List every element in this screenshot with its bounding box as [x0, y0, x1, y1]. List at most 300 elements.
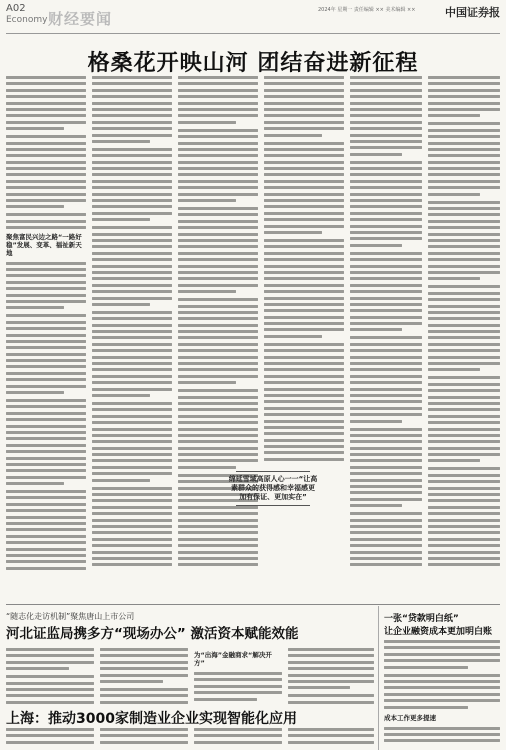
text-line — [6, 268, 86, 271]
text-line — [350, 434, 422, 437]
text-line — [6, 522, 86, 525]
text-line — [178, 245, 258, 248]
text-line — [350, 453, 422, 456]
section-label: 财经要闻 — [48, 10, 113, 28]
text-line — [428, 349, 500, 352]
text-line — [6, 741, 94, 744]
text-line — [92, 525, 172, 528]
text-line — [264, 432, 344, 435]
text-line — [428, 459, 480, 462]
text-line — [92, 218, 150, 221]
text-line — [92, 519, 172, 522]
text-line — [6, 173, 86, 176]
text-line — [92, 317, 172, 320]
text-line — [428, 487, 500, 490]
text-line — [6, 476, 86, 479]
text-line — [428, 447, 500, 450]
text-line — [384, 739, 500, 742]
text-line — [350, 557, 422, 560]
text-line — [428, 376, 500, 379]
text-line — [100, 741, 188, 744]
text-line — [264, 161, 344, 164]
text-line — [6, 391, 64, 394]
text-line — [92, 284, 172, 287]
text-line — [428, 154, 500, 157]
text-line — [92, 89, 172, 92]
article-column-5 — [350, 76, 422, 596]
text-line — [428, 265, 500, 268]
text-line — [264, 148, 344, 151]
text-line — [178, 129, 258, 132]
text-line — [6, 95, 86, 98]
text-line — [264, 225, 344, 228]
text-line — [288, 701, 374, 704]
text-line — [428, 368, 480, 371]
text-line — [6, 148, 86, 151]
text-line — [264, 193, 344, 196]
text-line — [428, 298, 500, 301]
text-line — [264, 451, 344, 454]
text-line — [92, 415, 172, 418]
text-line — [350, 258, 422, 261]
text-line — [428, 538, 500, 541]
text-line — [264, 186, 344, 189]
text-line — [350, 544, 422, 547]
text-line — [92, 402, 172, 405]
text-line — [178, 305, 258, 308]
text-line — [194, 685, 282, 688]
text-line — [92, 167, 172, 170]
text-line — [350, 173, 422, 176]
text-line — [6, 734, 94, 737]
text-line — [178, 114, 258, 117]
text-line — [100, 680, 163, 683]
text-line — [6, 412, 86, 415]
text-line — [264, 445, 344, 448]
side-article-headline: 让企业融资成本更加明白账 — [384, 627, 493, 637]
text-line — [428, 362, 500, 365]
text-line — [178, 239, 258, 242]
text-line — [92, 381, 172, 384]
text-line — [350, 146, 422, 149]
text-line — [92, 108, 172, 111]
text-line — [178, 213, 258, 216]
text-line — [350, 290, 422, 293]
text-line — [264, 142, 344, 145]
text-line — [350, 459, 422, 462]
text-line — [6, 482, 64, 485]
text-line — [92, 459, 172, 462]
text-line — [6, 334, 86, 337]
text-line — [428, 258, 500, 261]
text-line — [92, 544, 172, 547]
page-number: A02 — [6, 3, 26, 14]
text-line — [428, 305, 500, 308]
text-line — [288, 654, 374, 657]
text-line — [428, 330, 500, 333]
section-label-english: Economy — [6, 15, 48, 25]
text-line — [384, 686, 500, 689]
text-line — [178, 317, 258, 320]
text-line — [92, 193, 172, 196]
text-line — [92, 551, 172, 554]
text-line — [6, 161, 86, 164]
text-line — [194, 691, 282, 694]
text-line — [6, 372, 86, 375]
text-line — [92, 336, 172, 339]
text-line — [178, 148, 258, 151]
text-line — [92, 233, 172, 236]
text-line — [350, 121, 422, 124]
text-line — [264, 114, 344, 117]
text-line — [264, 154, 344, 157]
text-line — [264, 362, 344, 365]
text-line — [92, 271, 172, 274]
text-line — [264, 265, 344, 268]
text-line — [6, 554, 86, 557]
text-line — [428, 343, 500, 346]
text-line — [6, 535, 86, 538]
text-line — [6, 226, 86, 229]
text-line — [6, 287, 86, 290]
text-line — [384, 674, 500, 677]
text-line — [264, 375, 344, 378]
text-line — [264, 205, 344, 208]
text-line — [92, 440, 172, 443]
text-line — [384, 706, 468, 709]
text-line — [428, 421, 500, 424]
text-line — [178, 180, 258, 183]
text-line — [178, 142, 258, 145]
text-line — [6, 167, 86, 170]
text-line — [178, 199, 236, 202]
text-line — [350, 563, 422, 566]
text-line — [92, 531, 172, 534]
text-line — [428, 493, 500, 496]
text-line — [178, 362, 258, 365]
text-line — [6, 340, 86, 343]
text-line — [6, 694, 94, 697]
text-line — [6, 180, 86, 183]
text-line — [6, 82, 86, 85]
text-line — [6, 661, 94, 664]
text-line — [6, 314, 86, 317]
text-line — [428, 396, 500, 399]
text-line — [6, 186, 86, 189]
text-line — [6, 306, 64, 309]
text-line — [428, 292, 500, 295]
text-line — [6, 199, 86, 202]
text-line — [6, 399, 86, 402]
text-line — [350, 375, 422, 378]
text-line — [350, 225, 422, 228]
text-line — [428, 428, 500, 431]
text-line — [350, 394, 422, 397]
text-line — [350, 491, 422, 494]
text-line — [350, 108, 422, 111]
text-line — [428, 186, 500, 189]
text-line — [92, 472, 172, 475]
text-line — [264, 76, 344, 79]
text-line — [264, 82, 344, 85]
article-column — [288, 648, 374, 706]
text-line — [178, 349, 258, 352]
text-line — [178, 343, 258, 346]
text-line — [92, 277, 172, 280]
text-line — [428, 226, 500, 229]
text-line — [6, 728, 94, 731]
text-line — [350, 388, 422, 391]
text-line — [6, 76, 86, 79]
text-line — [428, 233, 500, 236]
text-line — [350, 538, 422, 541]
text-line — [6, 127, 64, 130]
text-line — [92, 493, 172, 496]
text-line — [178, 551, 258, 554]
text-line — [350, 328, 402, 331]
text-line — [178, 434, 258, 437]
text-line — [92, 499, 172, 502]
text-line — [350, 336, 422, 339]
text-line — [6, 654, 94, 657]
text-line — [92, 512, 172, 515]
text-line — [178, 102, 258, 105]
text-line — [350, 284, 422, 287]
text-line — [6, 281, 86, 284]
text-line — [178, 271, 258, 274]
side-article-body — [384, 640, 500, 746]
text-line — [92, 76, 172, 79]
text-line — [178, 330, 258, 333]
text-line — [6, 648, 94, 651]
text-line — [6, 496, 86, 499]
text-line — [92, 538, 172, 541]
text-line — [92, 161, 172, 164]
text-line — [428, 415, 500, 418]
text-line — [264, 102, 344, 105]
text-line — [92, 265, 172, 268]
article-column — [288, 728, 374, 750]
text-line — [178, 298, 258, 301]
text-line — [384, 646, 500, 649]
text-line — [350, 167, 422, 170]
text-line — [428, 82, 500, 85]
text-line — [92, 303, 150, 306]
text-line — [350, 297, 422, 300]
text-line — [350, 303, 422, 306]
text-line — [92, 434, 172, 437]
text-line — [178, 447, 258, 450]
text-line — [178, 466, 236, 469]
text-line — [92, 479, 150, 482]
text-line — [178, 161, 258, 164]
text-line — [428, 480, 500, 483]
text-line — [264, 231, 322, 234]
text-line — [6, 353, 86, 356]
text-line — [428, 383, 500, 386]
text-line — [6, 469, 86, 472]
text-line — [428, 114, 480, 117]
text-line — [384, 666, 468, 669]
text-line — [350, 368, 422, 371]
text-line — [178, 193, 258, 196]
text-line — [92, 297, 172, 300]
text-line — [264, 284, 344, 287]
text-line — [178, 324, 258, 327]
text-line — [350, 76, 422, 79]
text-line — [428, 108, 500, 111]
text-line — [428, 499, 500, 502]
text-line — [350, 265, 422, 268]
text-line — [6, 213, 86, 216]
text-line — [92, 324, 172, 327]
text-line — [6, 359, 86, 362]
article-subhead: 聚焦富民兴边之路“一路好稳”发展、变革、福祉新天地 — [6, 232, 82, 257]
text-line — [6, 548, 86, 551]
text-line — [92, 186, 172, 189]
text-line — [264, 458, 344, 461]
text-line — [6, 418, 86, 421]
text-line — [178, 396, 258, 399]
text-line — [92, 239, 172, 242]
text-line — [428, 76, 500, 79]
text-line — [264, 343, 344, 346]
text-line — [6, 667, 69, 670]
text-line — [194, 672, 282, 675]
text-line — [350, 551, 422, 554]
text-line — [350, 362, 422, 365]
text-line — [6, 405, 86, 408]
text-line — [428, 402, 500, 405]
text-line — [288, 680, 374, 683]
text-line — [350, 186, 422, 189]
text-line — [6, 321, 86, 324]
text-line — [350, 277, 422, 280]
text-line — [350, 440, 422, 443]
text-line — [92, 134, 172, 137]
header-divider — [6, 33, 500, 34]
text-line — [6, 701, 94, 704]
text-line — [178, 207, 258, 210]
text-line — [178, 557, 258, 560]
text-line — [288, 728, 374, 731]
text-line — [350, 140, 422, 143]
text-line — [350, 212, 422, 215]
text-line — [264, 309, 344, 312]
text-line — [6, 463, 86, 466]
text-line — [350, 472, 422, 475]
text-line — [264, 356, 344, 359]
article-headline: 河北证监局携多方“现场办公” 激活资本赋能效能 — [6, 626, 299, 642]
text-line — [264, 335, 322, 338]
text-line — [428, 173, 500, 176]
text-line — [6, 114, 86, 117]
text-line — [178, 277, 258, 280]
text-line — [6, 490, 86, 493]
text-line — [92, 506, 172, 509]
text-line — [428, 95, 500, 98]
text-line — [178, 290, 236, 293]
text-line — [264, 239, 344, 242]
text-line — [428, 245, 500, 248]
text-line — [264, 420, 344, 423]
text-line — [384, 640, 500, 643]
text-line — [178, 519, 258, 522]
text-line — [350, 512, 422, 515]
section-divider — [6, 604, 500, 605]
text-line — [350, 82, 422, 85]
text-line — [92, 199, 172, 202]
text-line — [350, 199, 422, 202]
text-line — [178, 544, 258, 547]
text-line — [92, 375, 172, 378]
text-line — [384, 733, 500, 736]
text-line — [264, 218, 344, 221]
text-line — [264, 394, 344, 397]
text-line — [92, 330, 172, 333]
text-line — [6, 154, 86, 157]
text-line — [6, 135, 86, 138]
text-line — [6, 193, 86, 196]
text-line — [6, 220, 86, 223]
article-subhead: 成本工作更多提速 — [384, 713, 436, 722]
text-line — [428, 239, 500, 242]
text-line — [92, 212, 172, 215]
text-line — [178, 389, 258, 392]
text-line — [6, 378, 86, 381]
text-line — [264, 439, 344, 442]
text-line — [92, 343, 172, 346]
text-line — [350, 525, 422, 528]
text-line — [428, 551, 500, 554]
column-divider — [378, 606, 379, 750]
text-line — [6, 385, 86, 388]
text-line — [178, 375, 258, 378]
text-line — [6, 89, 86, 92]
text-line — [288, 686, 350, 689]
text-line — [194, 728, 282, 731]
side-article-kicker: 一张“贷款明白纸” — [384, 614, 459, 624]
text-line — [428, 89, 500, 92]
text-line — [92, 82, 172, 85]
text-line — [350, 114, 422, 117]
article-column-1 — [6, 76, 86, 596]
text-line — [92, 453, 172, 456]
text-line — [92, 180, 172, 183]
text-line — [264, 297, 344, 300]
text-line — [350, 153, 402, 156]
text-line — [428, 167, 500, 170]
article-column — [194, 648, 282, 706]
text-line — [178, 381, 236, 384]
text-line — [264, 290, 344, 293]
text-line — [428, 271, 500, 274]
text-line — [100, 688, 188, 691]
text-line — [178, 82, 258, 85]
text-line — [264, 426, 344, 429]
text-line — [92, 148, 172, 151]
text-line — [92, 127, 172, 130]
text-line — [264, 258, 344, 261]
text-line — [428, 317, 500, 320]
text-line — [92, 428, 172, 431]
text-line — [178, 415, 258, 418]
text-line — [350, 134, 422, 137]
text-line — [288, 741, 374, 744]
text-line — [92, 252, 172, 255]
text-line — [6, 365, 86, 368]
text-line — [428, 193, 480, 196]
